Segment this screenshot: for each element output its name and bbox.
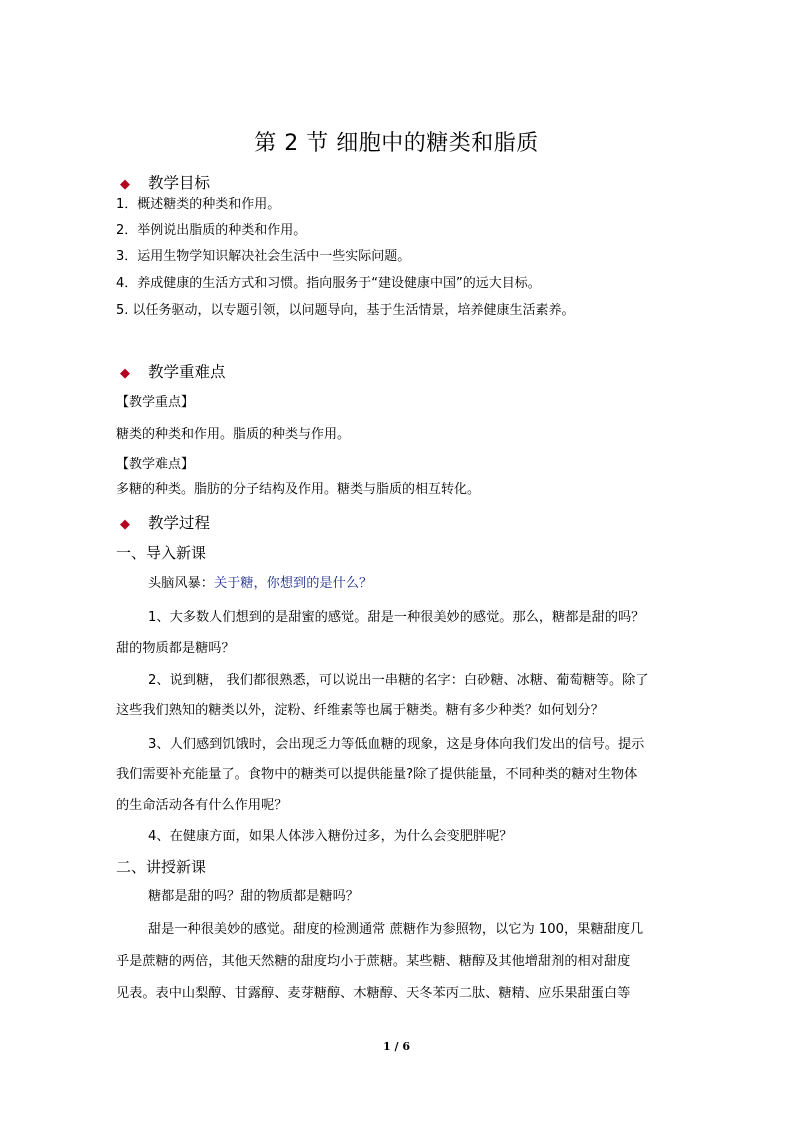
page-title: 第 2 节 细胞中的糖类和脂质 bbox=[254, 131, 539, 156]
diamond-bullet-icon: ◆ bbox=[120, 366, 130, 381]
difficulty-label: 【教学难点】 bbox=[116, 457, 195, 472]
paragraph-line: 甜的物质都是糖吗？ bbox=[116, 641, 235, 656]
diamond-bullet-icon: ◆ bbox=[120, 177, 130, 192]
objective-item: 5. 以任务驱动，以专题引领，以问题导向，基于生活情景，培养健康生活素养。 bbox=[116, 303, 575, 318]
difficulty-text: 多糖的种类。脂肪的分子结构及作用。糖类与脂质的相互转化。 bbox=[116, 482, 481, 497]
diamond-bullet-icon: ◆ bbox=[120, 517, 130, 532]
paragraph-line: 的生命活动各有什么作用呢？ bbox=[116, 798, 288, 813]
focus-text: 糖类的种类和作用。脂质的种类与作用。 bbox=[116, 427, 351, 442]
paragraph-line: 这些我们熟知的糖类以外，淀粉、纤维素等也属于糖类。糖有多少种类？如何划分？ bbox=[116, 703, 604, 718]
paragraph-line: 乎是蔗糖的两倍，其他天然糖的甜度均小于蔗糖。某些糖、糖醇及其他增甜剂的相对甜度 bbox=[116, 954, 631, 969]
paragraph-line: 4、在健康方面，如果人体涉入糖份过多，为什么会变肥胖呢？ bbox=[148, 829, 513, 844]
paragraph-line: 2、说到糖， 我们都很熟悉，可以说出一串糖的名字：白砂糖、冰糖、葡萄糖等。除了 bbox=[148, 673, 649, 688]
section-key-points bbox=[120, 361, 226, 385]
focus-label: 【教学重点】 bbox=[116, 395, 195, 410]
brainstorm-line bbox=[148, 573, 372, 595]
paragraph-line: 1、大多数人们想到的是甜蜜的感觉。甜是一种很美妙的感觉。那么，糖都是甜的吗？ bbox=[148, 610, 645, 625]
page-number: 1 / 6 bbox=[383, 1040, 410, 1053]
paragraph-line: 糖都是甜的吗？甜的物质都是糖吗？ bbox=[148, 889, 359, 904]
objective-item: 1．概述糖类的种类和作用。 bbox=[116, 197, 281, 212]
section-heading: 教学过程 bbox=[148, 514, 211, 532]
brainstorm-text: 关于糖，你想到的是什么？ bbox=[213, 576, 373, 591]
paragraph-line: 3、人们感到饥饿时，会出现乏力等低血糖的现象，这是身体向我们发出的信号。提示 bbox=[148, 737, 645, 752]
objective-item: 2．举例说出脂质的种类和作用。 bbox=[116, 223, 307, 238]
section-process bbox=[120, 512, 210, 536]
brainstorm-prefix: 头脑风暴： bbox=[148, 576, 214, 591]
part-heading: 一、导入新课 bbox=[116, 544, 207, 562]
section-objectives bbox=[120, 172, 210, 196]
section-heading: 教学目标 bbox=[148, 174, 211, 192]
paragraph-line: 我们需要补充能量了。食物中的糖类可以提供能量?除了提供能量，不同种类的糖对生物体 bbox=[116, 767, 638, 782]
paragraph-line: 见表。表中山梨醇、甘露醇、麦芽糖醇、木糖醇、天冬苯丙二肽、糖精、应乐果甜蛋白等 bbox=[116, 986, 631, 1001]
section-heading: 教学重难点 bbox=[148, 363, 226, 381]
objective-item: 4．养成健康的生活方式和习惯。指向服务于“建设健康中国”的远大目标。 bbox=[116, 276, 541, 291]
part-heading: 二、讲授新课 bbox=[116, 858, 207, 876]
objective-item: 3．运用生物学知识解决社会生活中一些实际问题。 bbox=[116, 249, 411, 264]
paragraph-line: 甜是一种很美妙的感觉。甜度的检测通常 蔗糖作为参照物，以它为 100，果糖甜度几 bbox=[148, 922, 644, 937]
